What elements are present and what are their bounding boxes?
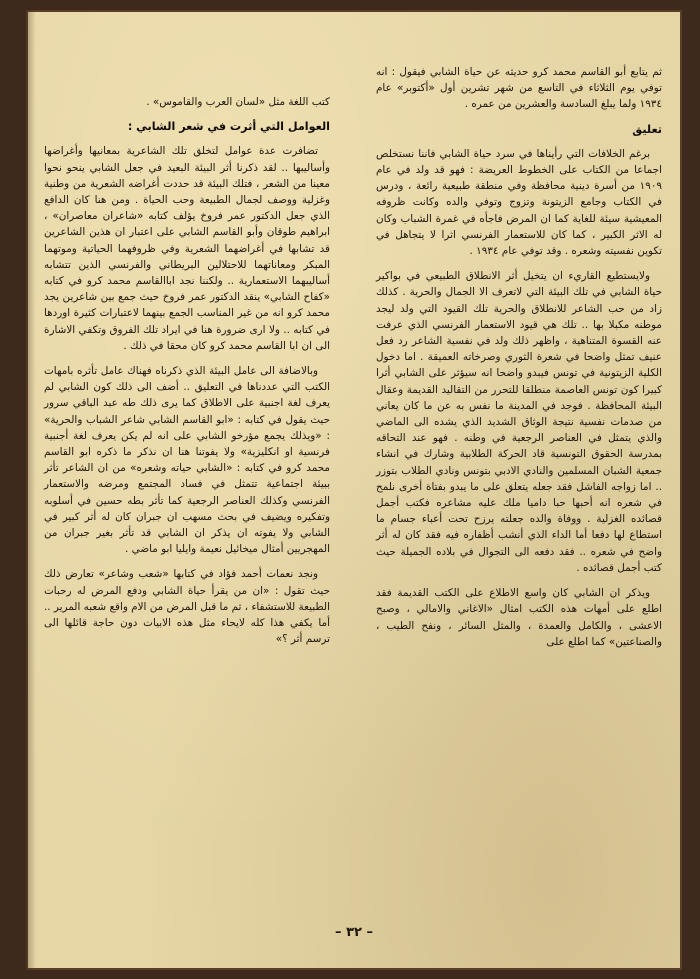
right-column bbox=[376, 64, 662, 659]
left-paragraph-1: تضافرت عدة عوامل لتخلق تلك الشاعرية بمعانيها وأغراضها وأساليبها .. لقد ذكرنا أثر البيئة البعيد في جعل الشابي ينحو نحوا معينا من الشعر ، فتلك البيئة قد حددت أغراضه الشعرية من وطنية وغزلية ووصف لجمال الطبيعة وحب الحياة . ومن هنا كان الدافع الذي جعل الدكتور عمر فروخ يؤلف كتابه «شاعران معاصران» ، ابراهيم طوقان وأبو القاسم الشابي على اعتبار ان هذين الشاعرين قد تشابها في أغراضهما الشعرية وفي ظروفهما الحياتية وموتهما المبكر ومعاناتهما للاحتلالين البريطاني والفرنسي الذين تتشابه أساليبهما الاستعمارية .. ولكننا نجد اباالقاسم محمد كرو في كتابه «كفاح الشابي» ينقد الدكتور عمر فروخ حيث جمع بين شاعرين يجد محمد كرو انه من غير المناسب الجمع بينهما لاعتبارات كثيرة اوردها في كتابه .. ولا ارى ضرورة هنا في ايراد تلك الفروق وتكفي الاشارة الى ان ابا القاسم محمد كرو كان محقا في ذلك . bbox=[44, 145, 330, 352]
left-paragraph-2: وبالاضافة الى عامل البيئة الذي ذكرناه فهناك عامل تأثره بامهات الكتب التي عددناها في التعليق .. أضف الى ذلك كون الشابي لم يعرف لغة اجنبية على الاطلاق كما يرى ذلك طه عبد الباقي سرور حيث يقول في كتابه : «ابو القاسم الشابي شاعر الشباب والحرية» : «ويذلك يجمع مؤرخو الشابي على انه لم يكن يعرف لغة أجنبية فرنسية او انكليزية» ولا يفوتنا هنا ان نذكر ما ذكره ابو القاسم محمد كرو في كتابه : «الشابي حياته وشعره» من ان الشاعر تأثر ببيئة اجتماعية تتمثل في فساد المجتمع ومرضه والاستعمار الفرنسي وكذلك العناصر الرجعية كما تأثر بطه حسين في أسلوبه وتفكيره ويضيف في بحث مسهب ان جبران كان له أثر كبير في الشابي ولا يفوته ان يذكر ان الشابي قد تأثر بغير جبران من المهجريين أمثال ميخائيل نعيمة وايليا ابو ماضي . bbox=[44, 365, 330, 556]
document-page bbox=[26, 10, 682, 970]
page-binding-shadow bbox=[26, 10, 36, 970]
left-intro-paragraph: كتب اللغة مثل «لسان العرب والقاموس» . bbox=[146, 96, 330, 108]
right-paragraph-2: ولايستطيع القاريء ان يتخيل أثر الانطلاق الطبيعي في بواكير حياة الشابي في تلك البيئة التي لاتعرف الا الجمال والحرية . كذلك زاد من حب الشاعر للانطلاق والحرية تلك القيود التي ولد ليجد موطنه مكبلا بها .. تلك هي قيود الاستعمار الفرنسي الذي عرفت عنه القسوة المتناهية ، واظهر ذلك ولد في نفسية الشاعر رد فعل عنيف تمثل واضحا في شعرة الثوري وصرخاته العميقة . اما دخول الكلية الزيتونية في تونس فيبدو واضحا انه سيؤثر على الشابي أثرا كبيرا كون تونس العاصمة منطلقا للتحرر من التقاليد القديمة وعقال البيئة المحافظة . فوجد في المدينة ما نفس به عن ما كان يعاني من صدمات نفسية نتيجة الوثاق الشديد الذي يشده الى الماضي والذي يتمثل في العناصر الرجعية في وطنه . فهو عند التحاقه بمدرسة الحقوق التونسية قاد الحركة الطلابية وشارك في انشاء جمعية الشبان المسلمين والنادي الادبي بتونس ونادي الطلاب بتوزر .. اما زواجه الفاشل فقد جعله يتعلق على ما يبدو بفتاة أخرى نلمح في شعره انه أحبها حبا داميا ملك عليه مشاعره فكتب أجمل قصائده الغزلية . ووفاة والده جعلته يرزح تحت أعباء جسام ما استطاع لها دفعا أما الداء الذي أنشب أظفاره فيه فقد كان له أثر واضح في شعره .. فقد دفعه الى التجوال في بلاده الجميلة حيث كتب أجمل قصائده . bbox=[376, 270, 662, 574]
right-paragraph-3: ويذكر ان الشابي كان واسع الاطلاع على الكتب القديمة فقد اطلع على أمهات هذه الكتب امثال «الاغاني والامالي ، وصبح الاعشى ، والكامل والعمدة ، والمثل السائر ، ونفح الطيب ، والصناعتين» كما اطلع على bbox=[376, 587, 662, 648]
commentary-heading: تعليق bbox=[632, 122, 662, 136]
right-paragraph-1: برغم الخلافات التي رأيناها في سرد حياة الشابي فاننا نستخلص اجماعا من الكتاب على الخطوط العريضة : فهو قد ولد في عام ١٩٠٩ من أسرة دينية محافظة وفي منطقة طبيعية رائعة ، ودرس في الكتاب وجامع الزيتونة وتزوج وتوفي والده وكانت ظروفه المعيشية سيئة للغاية كما ان المرض فاجأه في غمرة الشباب وكان له الاثر الكبير ، كما كان للاستعمار الفرنسي اثرا لا يتجاهل في تكوين نفسيته وشعره . وقد توفي عام ١٩٣٤ . bbox=[376, 147, 662, 258]
page-number: – ٣٢ – bbox=[335, 925, 373, 940]
influences-heading: العوامل التي أثرت في شعر الشابي : bbox=[127, 120, 330, 134]
left-paragraph-3: ونجد نعمات أحمد فؤاد في كتابها «شعب وشاعر» تعارض ذلك حيث تقول : «ان من يقرأ حياة الشابي ودفع المرض له رحبات الطبيعة للاستشفاء ، ثم ما قبل المرض من الام واقع شعبه المرير .. أما يكفي هذا كله لايحاء مثل هذه الابيات دون حاجة قائلها الى ترسم أثر ؟» bbox=[44, 568, 330, 646]
right-intro-paragraph: ثم يتابع أبو القاسم محمد كرو حديثه عن حياة الشابي فيقول : انه توفي يوم الثلاثاء في التاسع من شهر تشرين أول «أكتوبر» عام ١٩٣٤ ولما يبلغ السادسة والعشرين من عمره . bbox=[376, 66, 662, 111]
left-column bbox=[44, 94, 330, 657]
